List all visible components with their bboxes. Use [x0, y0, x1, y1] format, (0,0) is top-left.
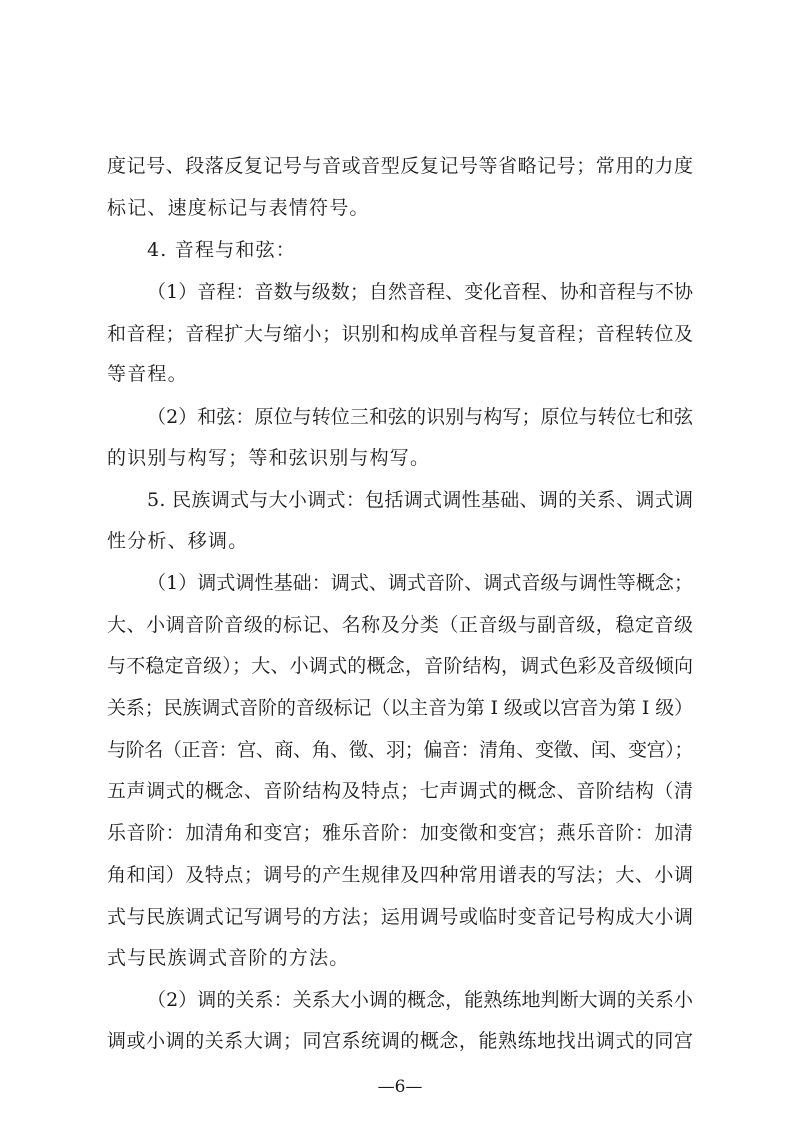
text-line: [0, 817, 800, 849]
text-line: [0, 609, 800, 641]
text-line: [0, 318, 800, 350]
line-text: 5. 民族调式与大小调式：包括调式调性基础、调的关系、调式调: [147, 489, 694, 511]
text-line: [0, 1025, 800, 1057]
line-text: 4. 音程与和弦：: [147, 239, 296, 261]
text-line: [0, 192, 800, 224]
text-line: [0, 276, 800, 308]
text-line: [0, 234, 800, 266]
line-text: （2）调的关系：关系大小调的概念，能熟练地判断大调的关系小: [147, 989, 694, 1011]
text-line: [0, 650, 800, 682]
line-text: 式与民族调式音阶的方法。: [107, 947, 350, 969]
text-line: [0, 442, 800, 474]
text-line: [0, 775, 800, 807]
line-text: 式与民族调式记写调号的方法；运用调号或临时变音记号构成大小调: [107, 906, 694, 928]
page-number: —6—: [377, 1077, 423, 1097]
line-text: 性分析、移调。: [107, 530, 249, 552]
line-text: 乐音阶：加清角和变宫；雅乐音阶：加变徵和变宫；燕乐音阶：加清: [107, 822, 694, 844]
line-text: 与不稳定音级）；大、小调式的概念，音阶结构，调式色彩及音级倾向: [107, 655, 694, 677]
line-text: 和音程；音程扩大与缩小；识别和构成单音程与复音程；音程转位及: [107, 323, 694, 345]
line-text: 与阶名（正音：宫、商、角、徵、羽；偏音：清角、变徵、闰、变宫）；: [107, 739, 693, 761]
line-text: 调或小调的关系大调；同宫系统调的概念，能熟练地找出调式的同宫: [107, 1030, 694, 1052]
text-line: [0, 525, 800, 557]
text-line: [0, 859, 800, 891]
line-text: 标记、速度标记与表情符号。: [107, 197, 370, 219]
text-line: [0, 692, 800, 724]
text-line: [0, 401, 800, 433]
text-line: [0, 901, 800, 933]
line-text: 的识别与构写；等和弦识别与构写。: [107, 447, 431, 469]
line-text: 角和闰）及特点；调号的产生规律及四种常用谱表的写法；大、小调: [107, 864, 694, 886]
text-line: [0, 567, 800, 599]
line-text: 等音程。: [107, 363, 188, 385]
line-text: 度记号、段落反复记号与音或音型反复记号等省略记号；常用的力度: [107, 155, 694, 177]
line-text: （1）调式调性基础：调式、调式音阶、调式音级与调性等概念；: [147, 572, 694, 594]
text-line: [0, 358, 800, 390]
line-text: 五声调式的概念、音阶结构及特点；七声调式的概念、音阶结构（清: [107, 780, 694, 802]
text-line: [0, 734, 800, 766]
line-text: 关系；民族调式音阶的音级标记（以主音为第 I 级或以宫音为第 I 级）: [107, 697, 693, 719]
line-text: 大、小调音阶音级的标记、名称及分类（正音级与副音级，稳定音级: [107, 614, 694, 636]
text-line: [0, 150, 800, 182]
text-line: [0, 942, 800, 974]
line-text: （1）音程：音数与级数；自然音程、变化音程、协和音程与不协: [147, 281, 694, 303]
text-line: [0, 984, 800, 1016]
line-text: （2）和弦：原位与转位三和弦的识别与构写；原位与转位七和弦: [147, 406, 694, 428]
text-line: [0, 484, 800, 516]
